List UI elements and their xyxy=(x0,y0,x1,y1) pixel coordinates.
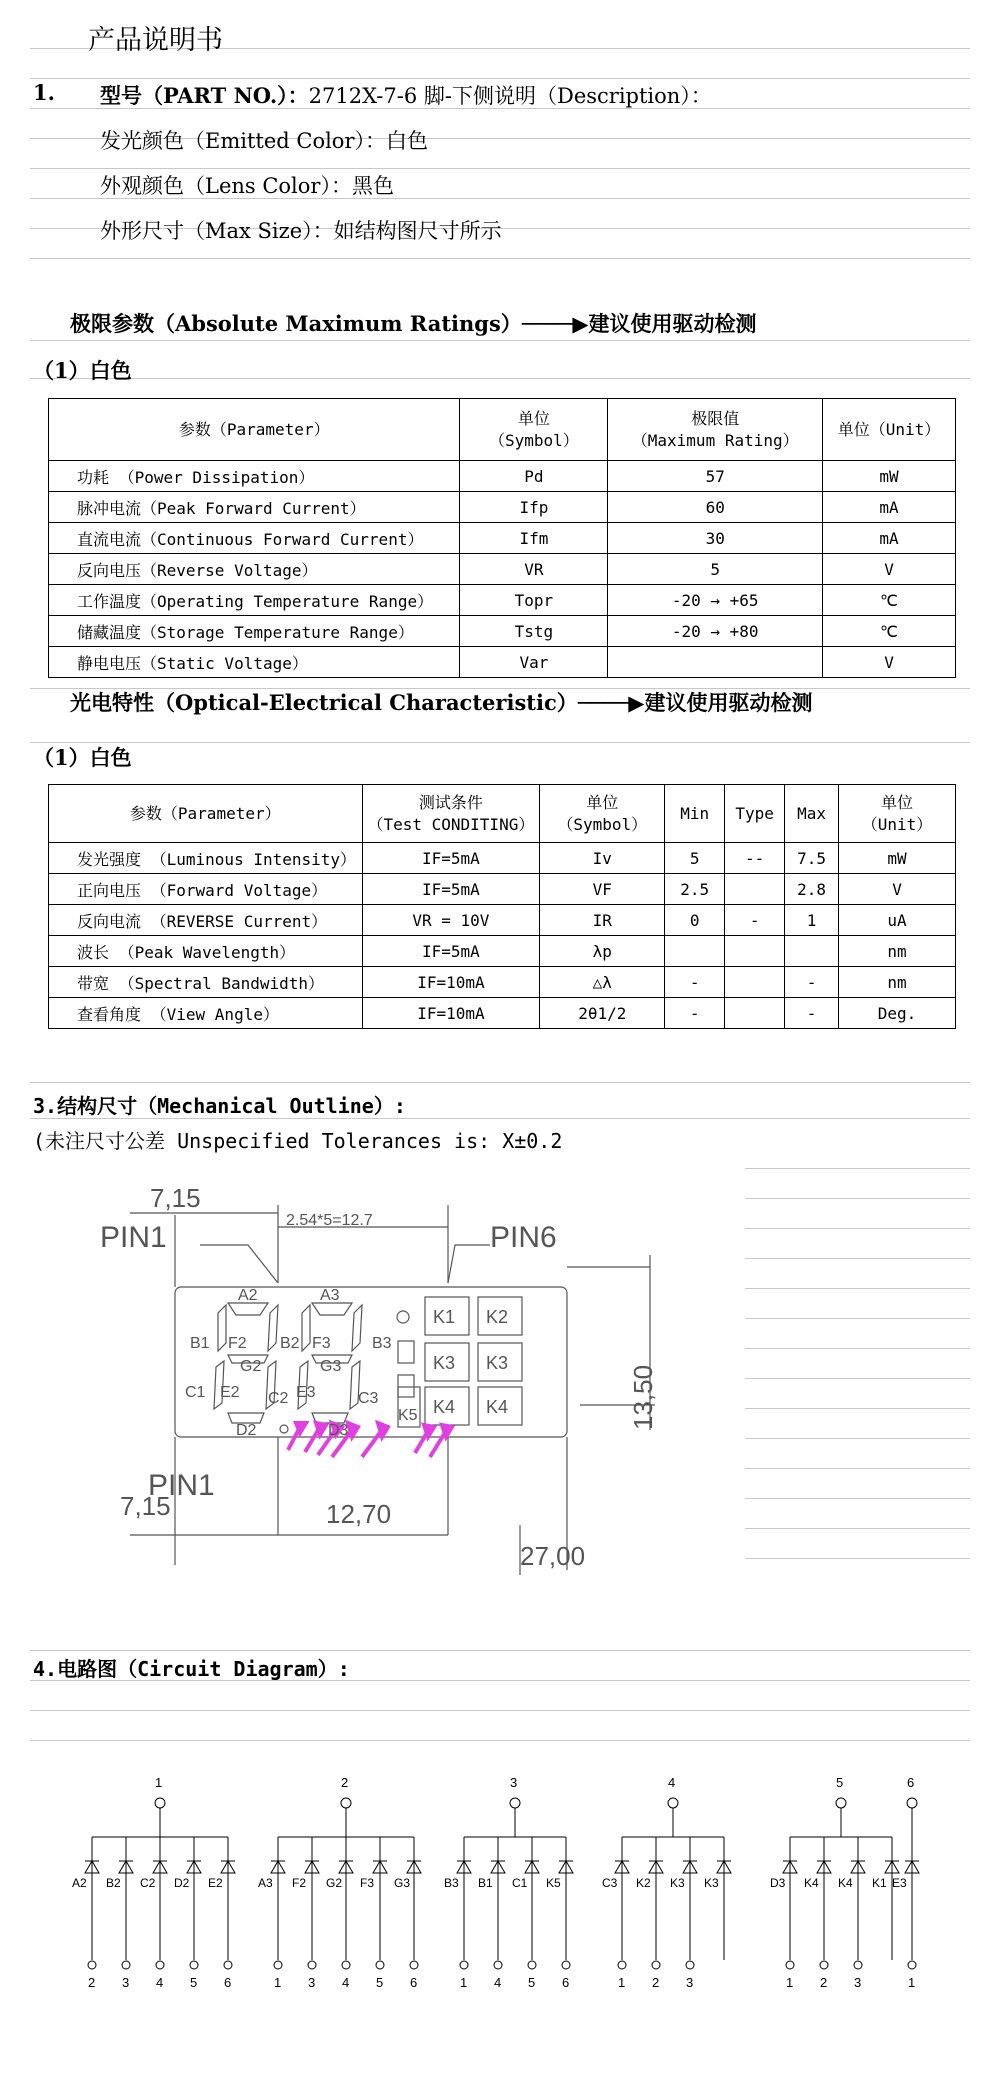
terminal-icon xyxy=(155,1798,165,1808)
abs-max-row xyxy=(49,585,956,616)
dim-715-bottom: 7,15 xyxy=(120,1491,171,1521)
opt-head-param: 参数（Parameter） xyxy=(49,785,363,843)
seg-f3: F3 xyxy=(312,1335,331,1352)
abs-max-heading-text: 极限参数（Absolute Maximum Ratings） xyxy=(70,311,522,336)
optical-heading xyxy=(70,687,812,717)
circuit-bottom-pin: 4 xyxy=(342,1975,350,1990)
diode-label: K4 xyxy=(804,1876,819,1890)
seg-c3: C3 xyxy=(358,1390,379,1407)
rule-line xyxy=(30,78,970,79)
seg-c1: C1 xyxy=(185,1384,206,1401)
diode-label: F2 xyxy=(292,1876,307,1890)
terminal-icon xyxy=(190,1961,198,1969)
diode-label: F3 xyxy=(360,1876,375,1890)
rule-line xyxy=(745,1348,970,1349)
opt-cell-cond: VR = 10V xyxy=(362,905,540,936)
optical-row xyxy=(49,967,956,998)
abs-head-rating-en: （Maximum Rating） xyxy=(631,430,799,450)
mechanical-outline-drawing xyxy=(100,1165,680,1580)
terminal-icon xyxy=(88,1961,96,1969)
opt-cell-unit: nm xyxy=(839,967,956,998)
rule-line xyxy=(30,1710,970,1711)
rule-line xyxy=(745,1378,970,1379)
section3-heading: 3.结构尺寸（Mechanical Outline）: xyxy=(33,1094,406,1118)
opt-cell-cond: IF=5mA xyxy=(362,936,540,967)
rule-line xyxy=(30,168,970,169)
opt-cell-min: - xyxy=(665,998,725,1029)
abs-cell-param: 静电电压（Static Voltage） xyxy=(49,647,460,678)
opt-cell-symbol: VF xyxy=(540,874,665,905)
terminal-icon xyxy=(562,1961,570,1969)
seg-d3: D3 xyxy=(328,1422,349,1439)
terminal-icon xyxy=(460,1961,468,1969)
opt-head-cond-cn: 测试条件 xyxy=(418,792,483,812)
terminal-icon xyxy=(908,1961,916,1969)
key-k1: K1 xyxy=(433,1307,456,1327)
diode-label: B3 xyxy=(444,1876,459,1890)
terminal-icon xyxy=(907,1798,917,1808)
optical-row xyxy=(49,905,956,936)
emitted-color: 发光颜色（Emitted Color）：白色 xyxy=(100,129,428,153)
circuit-bottom-pin: 6 xyxy=(410,1975,418,1990)
seg-d2: D2 xyxy=(236,1422,257,1439)
optical-heading-text: 光电特性（Optical-Electrical Characteristic） xyxy=(70,690,578,715)
circuit-group xyxy=(72,1775,235,1990)
opt-cell-max: 1 xyxy=(785,905,839,936)
abs-max-heading xyxy=(70,308,757,338)
opt-head-type: Type xyxy=(725,785,785,843)
rule-line xyxy=(745,1228,970,1229)
abs-cell-symbol: Tstg xyxy=(460,616,608,647)
circuit-top-pin: 4 xyxy=(668,1775,676,1790)
optical-row xyxy=(49,874,956,905)
circuit-bottom-pin: 5 xyxy=(190,1975,198,1990)
opt-cell-min: - xyxy=(665,967,725,998)
abs-cell-unit: mW xyxy=(823,461,956,492)
abs-cell-unit: V xyxy=(823,554,956,585)
abs-max-row xyxy=(49,523,956,554)
opt-head-symbol-en: （Symbol） xyxy=(557,814,648,834)
terminal-icon xyxy=(854,1961,862,1969)
abs-cell-symbol: Ifp xyxy=(460,492,608,523)
circuit-top-pin: 6 xyxy=(907,1775,915,1790)
optical-table xyxy=(48,784,956,1029)
opt-cell-min: 0 xyxy=(665,905,725,936)
circuit-bottom-pin: 1 xyxy=(908,1975,916,1990)
abs-max-row xyxy=(49,647,956,678)
key-k4a: K4 xyxy=(433,1397,456,1417)
circuit-group xyxy=(892,1775,919,1990)
abs-cell-rating: 30 xyxy=(608,523,823,554)
display-body xyxy=(175,1287,567,1437)
circuit-bottom-pin: 4 xyxy=(156,1975,164,1990)
circuit-group xyxy=(444,1775,573,1990)
seg-b2: B2 xyxy=(280,1335,300,1352)
rule-line xyxy=(745,1258,970,1259)
abs-cell-symbol: Ifm xyxy=(460,523,608,554)
opt-cell-type: -- xyxy=(725,843,785,874)
diode-label: K1 xyxy=(872,1876,887,1890)
terminal-icon xyxy=(510,1798,520,1808)
abs-cell-unit: mA xyxy=(823,492,956,523)
section4-heading: 4.电路图（Circuit Diagram）: xyxy=(33,1657,350,1681)
circuit-bottom-pin: 3 xyxy=(308,1975,316,1990)
terminal-icon xyxy=(820,1961,828,1969)
rule-line xyxy=(30,1650,970,1651)
terminal-icon xyxy=(618,1961,626,1969)
diode-label: C3 xyxy=(602,1876,618,1890)
rule-line xyxy=(30,258,970,259)
circuit-bottom-pin: 2 xyxy=(652,1975,660,1990)
abs-cell-param: 脉冲电流（Peak Forward Current） xyxy=(49,492,460,523)
opt-cell-unit: nm xyxy=(839,936,956,967)
abs-cell-rating: -20 → +80 xyxy=(608,616,823,647)
tolerance-note: (未注尺寸公差 Unspecified Tolerances is: X±0.2 xyxy=(33,1129,563,1153)
rule-line xyxy=(745,1168,970,1169)
dim-2700: 27,00 xyxy=(520,1541,586,1571)
opt-cell-max: - xyxy=(785,967,839,998)
opt-cell-type xyxy=(725,936,785,967)
abs-cell-param: 工作温度（Operating Temperature Range） xyxy=(49,585,460,616)
diode-label: K3 xyxy=(670,1876,685,1890)
opt-cell-symbol: 2θ1/2 xyxy=(540,998,665,1029)
seg-g3: G3 xyxy=(320,1358,342,1375)
seg-a3: A3 xyxy=(320,1287,340,1304)
opt-cell-max xyxy=(785,936,839,967)
diode-label: D3 xyxy=(770,1876,786,1890)
opt-head-unit-cn: 单位 xyxy=(881,792,914,812)
abs-cell-rating: 57 xyxy=(608,461,823,492)
arrow-icon: ────▶ xyxy=(521,311,589,336)
circuit-top-pin: 3 xyxy=(510,1775,518,1790)
abs-head-param: 参数（Parameter） xyxy=(49,399,460,461)
rule-line xyxy=(745,1408,970,1409)
circuit-bottom-pin: 5 xyxy=(528,1975,536,1990)
dim-1270: 12,70 xyxy=(326,1499,392,1529)
opt-head-symbol-cn: 单位 xyxy=(586,792,619,812)
opt-cell-param: 查看角度 （View Angle） xyxy=(49,998,363,1029)
circuit-bottom-pin: 1 xyxy=(274,1975,282,1990)
diode-label: K4 xyxy=(838,1876,853,1890)
opt-head-unit-en: （Unit） xyxy=(861,814,933,834)
abs-max-table xyxy=(48,398,956,678)
pin-arrows xyxy=(288,1423,452,1457)
rule-line xyxy=(745,1558,970,1559)
opt-cell-param: 正向电压 （Forward Voltage） xyxy=(49,874,363,905)
terminal-icon xyxy=(274,1961,282,1969)
opt-head-min: Min xyxy=(665,785,725,843)
circuit-bottom-pin: 3 xyxy=(686,1975,694,1990)
circuit-bottom-pin: 6 xyxy=(224,1975,232,1990)
terminal-icon xyxy=(376,1961,384,1969)
opt-cell-type xyxy=(725,874,785,905)
abs-head-symbol-en: （Symbol） xyxy=(488,430,579,450)
rule-line xyxy=(745,1498,970,1499)
opt-head-symbol xyxy=(540,785,665,843)
terminal-icon xyxy=(122,1961,130,1969)
rule-line xyxy=(30,378,970,379)
circuit-bottom-pin: 2 xyxy=(820,1975,828,1990)
label-pin1-bottom: PIN1 xyxy=(148,1469,215,1502)
diode-label: G3 xyxy=(394,1876,411,1890)
rule-line xyxy=(745,1438,970,1439)
abs-head-rating xyxy=(608,399,823,461)
rule-line xyxy=(745,1468,970,1469)
key-k2: K2 xyxy=(486,1307,509,1327)
optical-heading-suffix: 建议使用驱动检测 xyxy=(644,690,813,715)
optical-row xyxy=(49,843,956,874)
abs-head-symbol xyxy=(460,399,608,461)
circuit-bottom-pin: 2 xyxy=(88,1975,96,1990)
circuit-bottom-pin: 6 xyxy=(562,1975,570,1990)
abs-cell-symbol: Pd xyxy=(460,461,608,492)
diode-label: A3 xyxy=(258,1876,273,1890)
rule-line xyxy=(30,742,970,743)
section1-number: 1. xyxy=(33,80,55,105)
rule-line xyxy=(30,1740,970,1741)
diode-label: E2 xyxy=(208,1876,223,1890)
diode-label: B1 xyxy=(478,1876,493,1890)
abs-cell-param: 直流电流（Continuous Forward Current） xyxy=(49,523,460,554)
circuit-group xyxy=(770,1775,899,1990)
abs-cell-symbol: Var xyxy=(460,647,608,678)
abs-cell-unit: ℃ xyxy=(823,585,956,616)
opt-cell-type xyxy=(725,967,785,998)
abs-max-row xyxy=(49,492,956,523)
key-k3a: K3 xyxy=(433,1353,456,1373)
opt-cell-type xyxy=(725,998,785,1029)
terminal-icon xyxy=(494,1961,502,1969)
abs-cell-param: 功耗 （Power Dissipation） xyxy=(49,461,460,492)
circuit-top-pin: 5 xyxy=(836,1775,844,1790)
terminal-icon xyxy=(308,1961,316,1969)
terminal-icon xyxy=(836,1798,846,1808)
terminal-icon xyxy=(668,1798,678,1808)
dim-715-top: 7,15 xyxy=(150,1183,201,1213)
abs-cell-param: 反向电压（Reverse Voltage） xyxy=(49,554,460,585)
seg-b1: B1 xyxy=(190,1335,210,1352)
seg-a2: A2 xyxy=(238,1287,258,1304)
abs-max-subheading: （1）白色 xyxy=(33,358,132,383)
rule-line xyxy=(30,340,970,341)
circuit-bottom-pin: 1 xyxy=(618,1975,626,1990)
abs-head-rating-cn: 极限值 xyxy=(691,408,740,428)
opt-cell-min xyxy=(665,936,725,967)
opt-cell-min: 5 xyxy=(665,843,725,874)
dim-pitch: 2.54*5=12.7 xyxy=(286,1212,373,1229)
model-label: 型号（PART NO.）： xyxy=(100,83,309,108)
opt-head-unit xyxy=(839,785,956,843)
terminal-icon xyxy=(652,1961,660,1969)
key-k3b: K3 xyxy=(486,1353,509,1373)
circuit-bottom-pin: 5 xyxy=(376,1975,384,1990)
key-k5: K5 xyxy=(398,1407,418,1424)
opt-cell-cond: IF=5mA xyxy=(362,843,540,874)
abs-max-row xyxy=(49,616,956,647)
model-value: 2712X-7-6 脚-下侧说明（Description）： xyxy=(308,84,712,108)
diode-label: D2 xyxy=(174,1876,190,1890)
rule-line xyxy=(745,1528,970,1529)
opt-cell-unit: uA xyxy=(839,905,956,936)
terminal-icon xyxy=(342,1961,350,1969)
rule-line xyxy=(745,1198,970,1199)
abs-max-row xyxy=(49,554,956,585)
lens-color: 外观颜色（Lens Color）：黑色 xyxy=(100,174,394,198)
diode-label: K5 xyxy=(546,1876,561,1890)
opt-head-max: Max xyxy=(785,785,839,843)
abs-cell-unit: ℃ xyxy=(823,616,956,647)
opt-cell-param: 波长 （Peak Wavelength） xyxy=(49,936,363,967)
opt-head-cond-en: （Test CONDITING） xyxy=(367,814,535,834)
terminal-icon xyxy=(410,1961,418,1969)
label-pin1-top: PIN1 xyxy=(100,1221,167,1254)
diode-label: B2 xyxy=(106,1876,121,1890)
opt-cell-cond: IF=5mA xyxy=(362,874,540,905)
opt-cell-symbol: Iv xyxy=(540,843,665,874)
optical-row xyxy=(49,998,956,1029)
model-line xyxy=(100,80,712,110)
arrow-icon: ────▶ xyxy=(577,690,645,715)
terminal-icon xyxy=(786,1961,794,1969)
abs-head-symbol-cn: 单位 xyxy=(517,408,550,428)
label-pin6: PIN6 xyxy=(490,1221,557,1254)
opt-cell-min: 2.5 xyxy=(665,874,725,905)
seg-e2: E2 xyxy=(220,1384,240,1401)
diode-label: K3 xyxy=(704,1876,719,1890)
opt-cell-symbol: IR xyxy=(540,905,665,936)
circuit-group xyxy=(258,1775,421,1990)
opt-cell-param: 发光强度 （Luminous Intensity） xyxy=(49,843,363,874)
circuit-bottom-pin: 3 xyxy=(854,1975,862,1990)
circuit-group xyxy=(602,1775,731,1990)
terminal-icon xyxy=(224,1961,232,1969)
optical-row xyxy=(49,936,956,967)
diode-label: C2 xyxy=(140,1876,156,1890)
seg-f2: F2 xyxy=(228,1335,247,1352)
opt-cell-param: 反向电流 （REVERSE Current） xyxy=(49,905,363,936)
circuit-bottom-pin: 1 xyxy=(460,1975,468,1990)
opt-cell-unit: V xyxy=(839,874,956,905)
abs-cell-rating xyxy=(608,647,823,678)
opt-cell-type: - xyxy=(725,905,785,936)
abs-cell-unit: mA xyxy=(823,523,956,554)
opt-cell-max: 2.8 xyxy=(785,874,839,905)
terminal-icon xyxy=(156,1961,164,1969)
circuit-diagram xyxy=(70,1775,950,2015)
rule-line xyxy=(745,1318,970,1319)
rule-line xyxy=(745,1288,970,1289)
diode-label: C1 xyxy=(512,1876,528,1890)
abs-cell-unit: V xyxy=(823,647,956,678)
opt-cell-param: 带宽 （Spectral Bandwidth） xyxy=(49,967,363,998)
opt-cell-cond: IF=10mA xyxy=(362,998,540,1029)
key-k4b: K4 xyxy=(486,1397,509,1417)
diode-label: G2 xyxy=(326,1876,343,1890)
circuit-bottom-pin: 3 xyxy=(122,1975,130,1990)
abs-cell-symbol: VR xyxy=(460,554,608,585)
seg-c2: C2 xyxy=(268,1390,289,1407)
dim-height: 13,50 xyxy=(628,1364,658,1430)
abs-cell-param: 储藏温度（Storage Temperature Range） xyxy=(49,616,460,647)
opt-cell-unit: mW xyxy=(839,843,956,874)
seg-g2: G2 xyxy=(240,1358,262,1375)
abs-cell-rating: 5 xyxy=(608,554,823,585)
abs-head-unit: 单位（Unit） xyxy=(823,399,956,461)
terminal-icon xyxy=(686,1961,694,1969)
terminal-icon xyxy=(528,1961,536,1969)
abs-cell-rating: -20 → +65 xyxy=(608,585,823,616)
diode-label: K2 xyxy=(636,1876,651,1890)
opt-cell-unit: Deg. xyxy=(839,998,956,1029)
abs-max-heading-suffix: 建议使用驱动检测 xyxy=(588,311,757,336)
opt-cell-max: 7.5 xyxy=(785,843,839,874)
opt-cell-max: - xyxy=(785,998,839,1029)
opt-cell-cond: IF=10mA xyxy=(362,967,540,998)
rule-line xyxy=(30,1082,970,1083)
opt-cell-symbol: λp xyxy=(540,936,665,967)
optical-subheading: （1）白色 xyxy=(33,745,132,770)
circuit-top-pin: 2 xyxy=(341,1775,349,1790)
abs-max-row xyxy=(49,461,956,492)
diode-label: A2 xyxy=(72,1876,87,1890)
circuit-bottom-pin: 4 xyxy=(494,1975,502,1990)
abs-cell-symbol: Topr xyxy=(460,585,608,616)
seg-e3: E3 xyxy=(296,1384,316,1401)
opt-cell-symbol: △λ xyxy=(540,967,665,998)
max-size: 外形尺寸（Max Size）：如结构图尺寸所示 xyxy=(100,219,502,243)
opt-head-cond xyxy=(362,785,540,843)
doc-title: 产品说明书 xyxy=(88,25,223,56)
diode-label: E3 xyxy=(892,1876,907,1890)
seg-b3: B3 xyxy=(372,1335,392,1352)
circuit-bottom-pin: 1 xyxy=(786,1975,794,1990)
abs-cell-rating: 60 xyxy=(608,492,823,523)
terminal-icon xyxy=(341,1798,351,1808)
circuit-top-pin: 1 xyxy=(155,1775,163,1790)
